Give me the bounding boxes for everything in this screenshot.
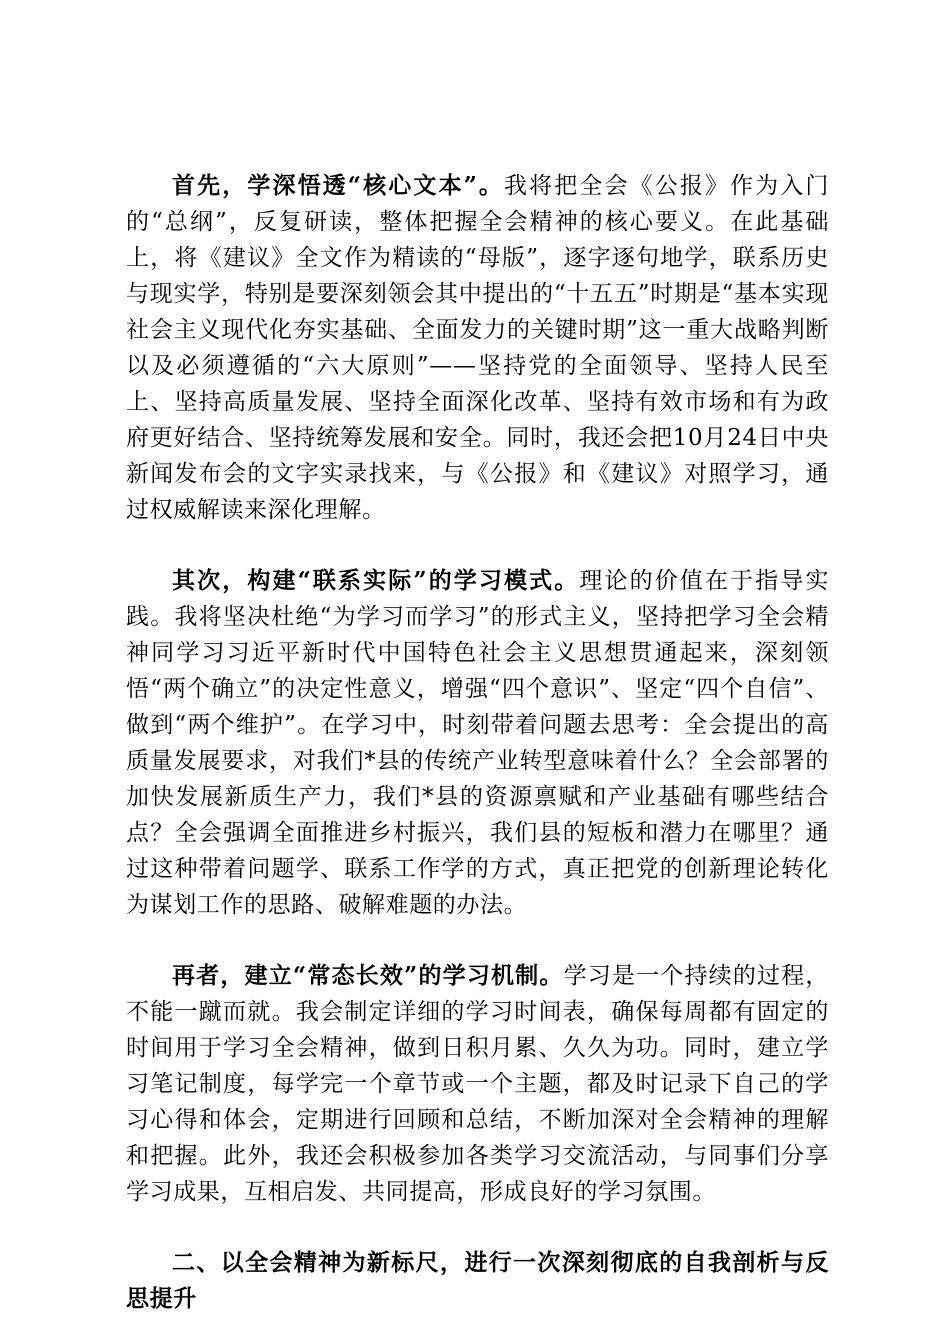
paragraph-core-text	[126, 168, 829, 528]
paragraph-lead: 其次，构建“联系实际”的学习模式。	[172, 567, 580, 594]
document-body	[126, 168, 829, 1317]
paragraph-lead: 再者，建立“常态长效”的学习机制。	[172, 962, 564, 989]
paragraph-text: 理论的价值在于指导实践。我将坚决杜绝“为学习而学习”的形式主义，坚持把学习全会精神同学习习近平新时代中国特色社会主义思想贯通起来，深刻领悟“两个确立”的决定性意义，增强“四个意识”、坚定“四个自信”、做到“两个维护”。在学习中，时刻带着问题去思考：全会提出的高质量发展要求，对我们*县的传统产业转型意味着什么？全会部署的加快发展新质生产力，我们*县的资源禀赋和产业基础有哪些结合点？全会强调全面推进乡村振兴，我们县的短板和潜力在哪里？通过这种带着问题学、联系工作学的方式，真正把党的创新理论转化为谋划工作的思路、破解难题的办法。	[126, 568, 829, 918]
paragraph-practice	[126, 563, 829, 923]
paragraph-lead: 首先，学深悟透“核心文本”。	[172, 172, 505, 199]
paragraph-text: 我将把全会《公报》作为入门的“总纲”，反复研读，整体把握全会精神的核心要义。在此基础上，将《建议》全文作为精读的“母版”，逐字逐句地学，联系历史与现实学，特别是要深刻领会其中提出的“十五五”时期是“基本实现社会主义现代化夯实基础、全面发力的关键时期”这一重大战略判断以及必须遵循的“六大原则”——坚持党的全面领导、坚持人民至上、坚持高质量发展、坚持全面深化改革、坚持有效市场和有为政府更好结合、坚持统筹发展和安全。同时，我还会把10月24日中央新闻发布会的文字实录找来，与《公报》和《建议》对照学习，通过权威解读来深化理解。	[126, 173, 829, 523]
paragraph-mechanism	[126, 958, 829, 1210]
paragraph-text: 学习是一个持续的过程，不能一蹴而就。我会制定详细的学习时间表，确保每周都有固定的时间用于学习全会精神，做到日积月累、久久为功。同时，建立学习笔记制度，每学完一个章节或一个主题，都及时记录下自己的学习心得和体会，定期进行回顾和总结，不断加深对全会精神的理解和把握。此外，我还会积极参加各类学习交流活动，与同事们分享学习成果，互相启发、共同提高，形成良好的学习氛围。	[126, 963, 829, 1205]
section-heading: 二、以全会精神为新标尺，进行一次深刻彻底的自我剖析与反思提升	[126, 1249, 829, 1312]
